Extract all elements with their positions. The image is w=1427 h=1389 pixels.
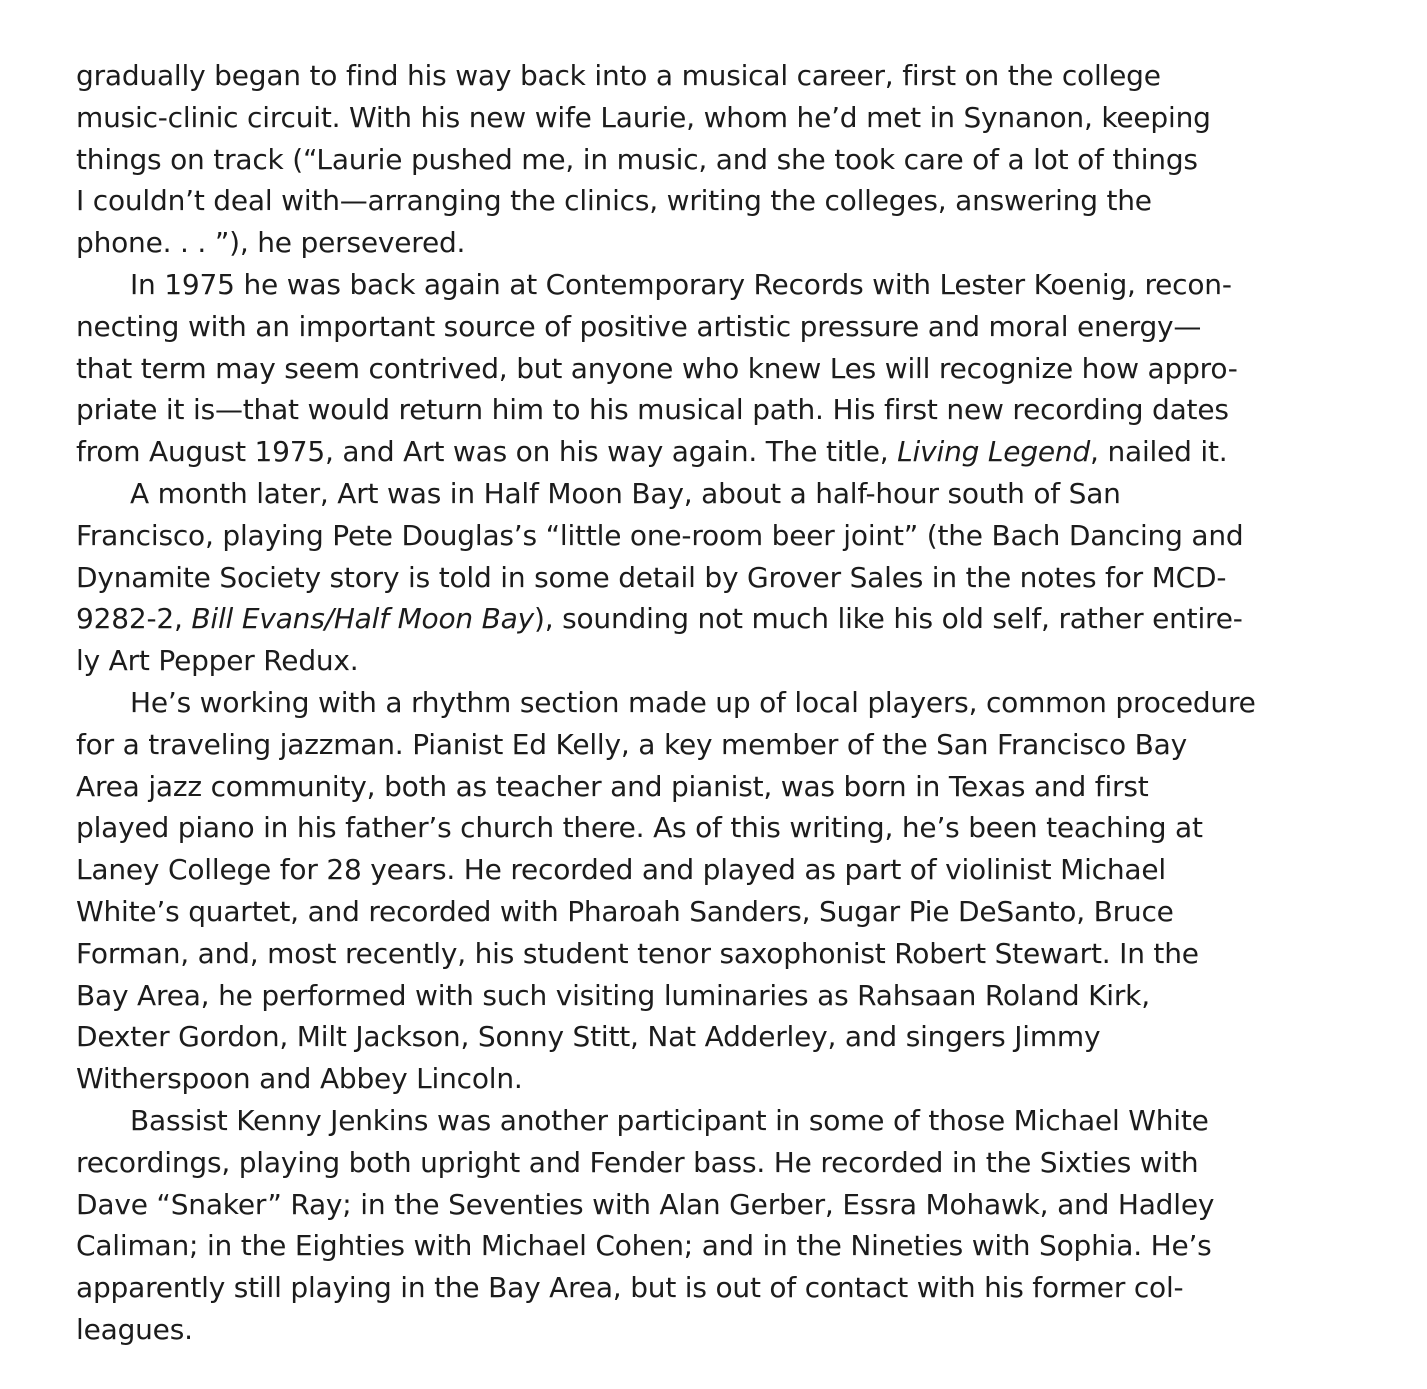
text-line <box>76 724 1356 766</box>
text-line <box>76 1058 1356 1100</box>
text-segment: for a traveling jazzman. Pianist Ed Kelly, a key member of the San Francisco Bay <box>76 727 1187 761</box>
text-segment: White’s quartet, and recorded with Pharoah Sanders, Sugar Pie DeSanto, Bruce <box>76 894 1174 928</box>
text-line <box>76 557 1356 599</box>
text-segment: from August 1975, and Art was on his way again. The title, <box>76 435 898 469</box>
paragraph <box>76 682 1356 1100</box>
text-line <box>76 849 1356 891</box>
text-line <box>76 891 1356 933</box>
text-line <box>76 598 1356 640</box>
text-line <box>76 348 1356 390</box>
text-line <box>76 1309 1356 1351</box>
text-segment: In 1975 he was back again at Contemporary Records with Lester Koenig, recon- <box>130 267 1232 301</box>
text-segment: leagues. <box>76 1312 193 1346</box>
text-line <box>76 640 1356 682</box>
text-line <box>76 431 1356 473</box>
text-segment: priate it is—that would return him to his musical path. His first new recording dates <box>76 393 1229 427</box>
text-segment: recordings, playing both upright and Fender bass. He recorded in the Sixties with <box>76 1145 1199 1179</box>
text-line <box>76 682 1356 724</box>
text-segment: Bay Area, he performed with such visiting luminaries as Rahsaan Roland Kirk, <box>76 978 1150 1012</box>
text-segment: played piano in his father’s church there. As of this writing, he’s been teaching at <box>76 811 1203 845</box>
text-segment: , nailed it. <box>1090 435 1228 469</box>
text-line <box>76 766 1356 808</box>
text-segment: ly Art Pepper Redux. <box>76 644 359 678</box>
text-line <box>76 306 1356 348</box>
text-line <box>76 264 1356 306</box>
text-segment: Francisco, playing Pete Douglas’s “little one-room beer joint” (the Bach Dancing and <box>76 518 1244 552</box>
text-line <box>76 1184 1356 1226</box>
text-segment: Witherspoon and Abbey Lincoln. <box>76 1062 523 1096</box>
text-line <box>76 807 1356 849</box>
text-line <box>76 1267 1356 1309</box>
text-line <box>76 1142 1356 1184</box>
text-segment: I couldn’t deal with—arranging the clinics, writing the colleges, answering the <box>76 184 1152 218</box>
text-segment: that term may seem contrived, but anyone who knew Les will recognize how appro- <box>76 351 1238 385</box>
text-segment: phone. . . ”), he persevered. <box>76 226 466 260</box>
text-segment: He’s working with a rhythm section made up of local players, common procedure <box>130 685 1256 719</box>
text-line <box>76 473 1356 515</box>
text-line <box>76 975 1356 1017</box>
text-line <box>76 222 1356 264</box>
text-line <box>76 97 1356 139</box>
text-segment: A month later, Art was in Half Moon Bay, about a half-hour south of San <box>130 476 1121 510</box>
text-line <box>76 1016 1356 1058</box>
text-segment: gradually began to find his way back into a musical career, first on the college <box>76 59 1161 92</box>
text-segment: ), sounding not much like his old self, rather entire- <box>533 602 1243 636</box>
text-segment: apparently still playing in the Bay Area, but is out of contact with his former col- <box>76 1271 1184 1305</box>
text-segment: Dynamite Society story is told in some detail by Grover Sales in the notes for MCD- <box>76 560 1227 594</box>
text-line <box>76 55 1356 97</box>
text-line <box>76 139 1356 181</box>
text-segment: Dave “Snaker” Ray; in the Seventies with Alan Gerber, Essra Mohawk, and Hadley <box>76 1187 1215 1221</box>
liner-notes-page <box>76 55 1356 1351</box>
paragraph <box>76 55 1356 264</box>
italic-title: Bill Evans/Half Moon Bay <box>191 602 534 636</box>
text-segment: Dexter Gordon, Milt Jackson, Sonny Stitt, Nat Adderley, and singers Jimmy <box>76 1020 1101 1054</box>
text-segment: things on track (“Laurie pushed me, in music, and she took care of a lot of things <box>76 142 1198 176</box>
text-line <box>76 180 1356 222</box>
text-segment: Laney College for 28 years. He recorded and played as part of violinist Michael <box>76 853 1166 887</box>
text-segment: Bassist Kenny Jenkins was another participant in some of those Michael White <box>130 1103 1209 1137</box>
italic-title: Living Legend <box>897 435 1091 469</box>
text-line <box>76 933 1356 975</box>
text-segment: 9282-2, <box>76 602 192 636</box>
text-line <box>76 515 1356 557</box>
text-line <box>76 389 1356 431</box>
text-line <box>76 1100 1356 1142</box>
text-segment: Area jazz community, both as teacher and pianist, was born in Texas and first <box>76 769 1149 803</box>
paragraph <box>76 264 1356 473</box>
text-segment: necting with an important source of positive artistic pressure and moral energy— <box>76 309 1202 343</box>
text-segment: Forman, and, most recently, his student tenor saxophonist Robert Stewart. In the <box>76 936 1199 970</box>
paragraph <box>76 473 1356 682</box>
text-segment: Caliman; in the Eighties with Michael Cohen; and in the Nineties with Sophia. He’s <box>76 1229 1212 1263</box>
text-segment: music-clinic circuit. With his new wife Laurie, whom he’d met in Synanon, keeping <box>76 100 1211 134</box>
paragraph <box>76 1100 1356 1351</box>
text-line <box>76 1225 1356 1267</box>
